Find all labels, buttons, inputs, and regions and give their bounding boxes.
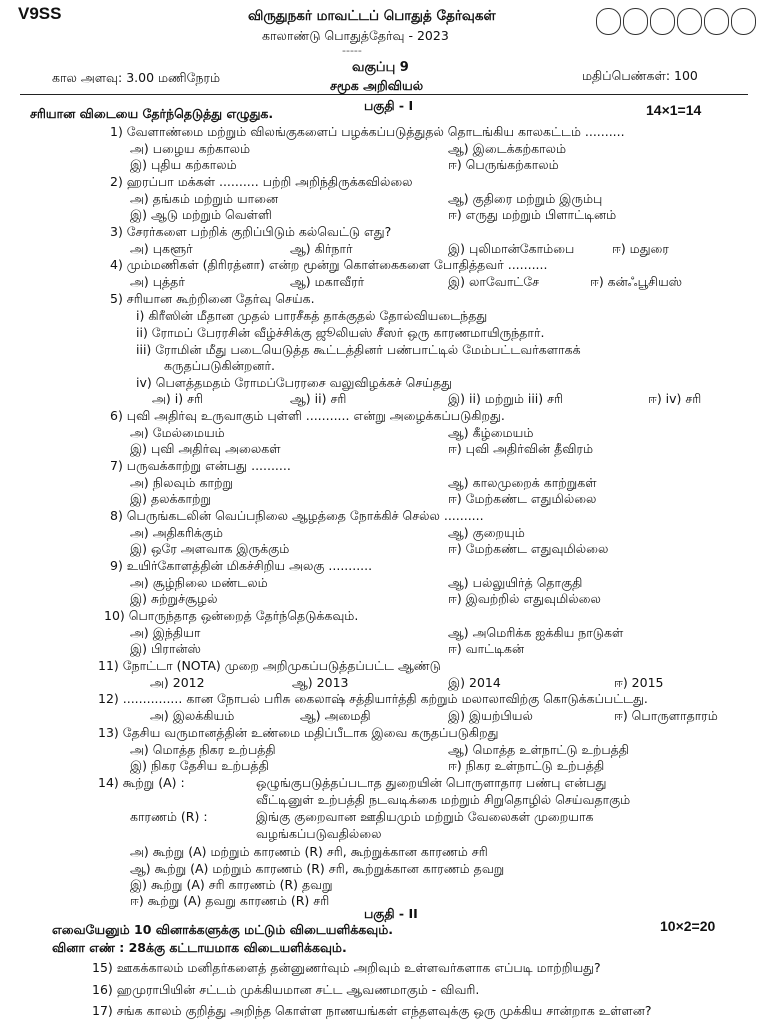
question-line: இ) லாவோட்சே	[448, 274, 540, 289]
question-line: அ) மேல்மையம்	[130, 425, 225, 440]
question-line: ஆ) அமெரிக்க ஐக்கிய நாடுகள்	[448, 625, 624, 640]
register-number-box	[596, 8, 621, 35]
question-line: iv) பௌத்தமதம் ரோமப்பேரரசை வலுவிழக்கச் செய்தது	[136, 375, 452, 390]
exam-title: விருதுநகர் மாவட்டப் பொதுத் தேர்வுகள்	[248, 8, 496, 24]
question-line: ஆ) மகாவீரர்	[290, 274, 365, 289]
register-number-box	[704, 8, 729, 35]
register-number-box	[623, 8, 648, 35]
question-line: அ) புத்தர்	[130, 274, 185, 289]
question-line: iii) ரோமின் மீது படையெடுத்த கூட்டத்தினர் பண்பாட்டில் மேம்பட்டவர்களாகக்	[136, 342, 581, 357]
register-number-box	[650, 8, 675, 35]
question-line: ii) ரோமப் பேரரசின் வீழ்ச்சிக்கு ஜூலியஸ் சீஸர் ஒரு காரணமாயிருந்தார்.	[136, 325, 545, 340]
duration: கால அளவு: 3.00 மணிநேரம்	[52, 70, 221, 85]
part2-title: பகுதி - II	[364, 906, 418, 921]
question-line: ஈ) கன்ஃபூசியஸ்	[590, 274, 683, 289]
question-line: அ) இந்தியா	[130, 625, 201, 640]
question-line: இ) நிகர தேசிய உற்பத்தி	[130, 758, 269, 773]
paper-code: V9SS	[18, 4, 62, 23]
question-line: 14) கூற்று (A) :	[98, 775, 185, 790]
part1-title: பகுதி - I	[364, 98, 414, 113]
question-line: ஆ) இடைக்கற்காலம்	[448, 141, 567, 156]
question-line: வழங்கப்படுவதில்லை	[256, 826, 382, 841]
question-line: அ) இலக்கியம்	[150, 708, 235, 723]
register-number-boxes	[596, 8, 756, 35]
question-line: இ) சுற்றுச்சூழல்	[130, 591, 218, 606]
question-line: ஈ) மதுரை	[612, 241, 669, 256]
question-line: ஈ) எருது மற்றும் பிளாட்டினம்	[448, 207, 617, 222]
question-line: 1) வேளாண்மை மற்றும் விலங்குகளைப் பழக்கப்படுத்துதல் தொடங்கிய காலகட்டம் ..........	[110, 124, 625, 139]
question-line: அ) அதிகரிக்கும்	[130, 525, 223, 540]
question-line: அ) புகளூர்	[130, 241, 193, 256]
question-line: கருதப்படுகின்றனர்.	[164, 358, 275, 373]
part2-marks: 10×2=20	[660, 918, 716, 934]
header-divider	[20, 94, 748, 95]
exam-subtitle: காலாண்டு பொதுத்தேர்வு - 2023	[262, 28, 449, 43]
header-separator: -----	[342, 44, 362, 57]
subject-label: சமூக அறிவியல்	[330, 78, 424, 93]
question-line: அ) சூழ்நிலை மண்டலம்	[130, 575, 268, 590]
question-line: ஆ) ii) சரி	[290, 391, 347, 406]
question-line: 8) பெருங்கடலின் வெப்பநிலை ஆழத்தை நோக்கிச் செல்ல ..........	[110, 508, 484, 523]
question-line: இ) ஒரே அளவாக இருக்கும்	[130, 541, 290, 556]
question-line: வீட்டினுள் உற்பத்தி நடவடிக்கை மற்றும் சிறுதொழில் செய்வதாகும்	[256, 792, 631, 807]
part1-instruction: சரியான விடையை தேர்ந்தெடுத்து எழுதுக.	[30, 106, 274, 121]
question-line: 7) பருவக்காற்று என்பது ..........	[110, 458, 291, 473]
question-line: 6) புவி அதிர்வு உருவாகும் புள்ளி ........... என்று அழைக்கப்படுகிறது.	[110, 408, 505, 423]
question-line: 10) பொருந்தாத ஒன்றைத் தேர்ந்தெடுக்கவும்.	[104, 608, 359, 623]
question-line: ஈ) 2015	[614, 675, 664, 690]
question-line: இ) இயற்பியல்	[448, 708, 533, 723]
question-line: ஆ) குதிரை மற்றும் இரும்பு	[448, 191, 603, 206]
question-line: 13) தேசிய வருமானத்தின் உண்மை மதிப்பீடாக இவை கருதப்படுகிறது	[98, 725, 499, 740]
part1-marks: 14×1=14	[646, 102, 702, 118]
question-line: 9) உயிர்கோளத்தின் மிகச்சிறிய அலகு ...........	[110, 558, 373, 573]
question-line: 4) மும்மணிகள் (திரிரத்னா) என்ற மூன்று கொள்கைகளை போதித்தவர் ..........	[110, 257, 548, 272]
register-number-box	[731, 8, 756, 35]
question-line: அ) i) சரி	[152, 391, 203, 406]
question-line: i) கிரீஸின் மீதான முதல் பாரசீகத் தாக்குதல் தோல்வியடைந்தது	[136, 308, 488, 323]
question-line: ஆ) மொத்த உள்நாட்டு உற்பத்தி	[448, 742, 630, 757]
question-line: ஆ) குறையும்	[448, 525, 525, 540]
question-line: இ) ii) மற்றும் iii) சரி	[448, 391, 564, 406]
question-line: ஆ) பல்லுயிர்த் தொகுதி	[448, 575, 583, 590]
question-line: அ) பழைய கற்காலம்	[130, 141, 251, 156]
question-line: இ) 2014	[448, 675, 501, 690]
question-line: ஈ) நிகர உள்நாட்டு உற்பத்தி	[448, 758, 605, 773]
question-line: அ) கூற்று (A) மற்றும் காரணம் (R) சரி, கூற்றுக்கான காரணம் சரி	[130, 844, 488, 859]
question-line: இ) புவி அதிர்வு அலைகள்	[130, 441, 281, 456]
question-line: 12) ............... கான நோபல் பரிசு கைலாஷ் சத்தியார்த்தி கற்றும் மலாலாவிற்கு கொடுக்கப்பட்டது.	[98, 691, 648, 706]
question-line: அ) மொத்த நிகர உற்பத்தி	[130, 742, 276, 757]
question-line: ஈ) பெருங்கற்காலம்	[448, 157, 559, 172]
question-line: 3) சேரர்களை பற்றிக் குறிப்பிடும் கல்வெட்டு எது?	[110, 224, 392, 239]
question-line: ஈ) பொருளாதாரம்	[614, 708, 718, 723]
part2-instruction-1: எவையேனும் 10 வினாக்களுக்கு மட்டும் விடையளிக்கவும்.	[52, 922, 394, 937]
question-line: ஆ) கூற்று (A) மற்றும் காரணம் (R) சரி, கூற்றுக்கான காரணம் தவறு	[130, 861, 505, 876]
question-line: ஆ) காலமுறைக் காற்றுகள்	[448, 475, 597, 490]
question-line: ஈ) வாட்டிகன்	[448, 641, 525, 656]
question-line: ஆ) 2013	[292, 675, 349, 690]
question-line: இ) ஆடு மற்றும் வெள்ளி	[130, 207, 272, 222]
question-line: ஈ) iv) சரி	[648, 391, 702, 406]
question-line: இ) பிரான்ஸ்	[130, 641, 201, 656]
question-line: 11) நோட்டா (NOTA) முறை அறிமுகப்படுத்தப்பட்ட ஆண்டு	[98, 658, 441, 673]
question-line: ஆ) கிர்நார்	[290, 241, 353, 256]
question-line: ஆ) அமைதி	[300, 708, 371, 723]
question-line: இங்கு குறைவான ஊதியமும் மற்றும் வேலைகள் முறையாக	[256, 809, 594, 824]
question-line: ஈ) மேற்கண்ட எதுமில்லை	[448, 491, 597, 506]
question-line: 16) ஹமுராபியின் சட்டம் முக்கியமான சட்ட ஆவணமாகும் - விவரி.	[92, 982, 480, 997]
max-marks: மதிப்பெண்கள்: 100	[582, 68, 698, 83]
question-line: 5) சரியான கூற்றினை தேர்வு செய்க.	[110, 291, 315, 306]
question-line: 15) ஊகக்காலம் மனிதர்களைத் தன்னுணர்வும் அறிவும் உள்ளவர்களாக எப்படி மாற்றியது?	[92, 960, 601, 975]
question-line: 2) ஹரப்பா மக்கள் .......... பற்றி அறிந்திருக்கவில்லை	[110, 174, 413, 189]
question-line: காரணம் (R) :	[130, 809, 208, 824]
question-line: அ) 2012	[150, 675, 205, 690]
part2-instruction-2: வினா எண் : 28க்கு கட்டாயமாக விடையளிக்கவும்.	[52, 940, 347, 955]
question-line: அ) நிலவும் காற்று	[130, 475, 233, 490]
question-line: இ) கூற்று (A) சரி காரணம் (R) தவறு	[130, 877, 333, 892]
class-label: வகுப்பு 9	[352, 60, 409, 75]
question-line: இ) தலக்காற்று	[130, 491, 212, 506]
question-line: ஈ) கூற்று (A) தவறு காரணம் (R) சரி	[130, 893, 330, 908]
question-line: இ) புதிய கற்காலம்	[130, 157, 237, 172]
question-line: அ) தங்கம் மற்றும் யானை	[130, 191, 279, 206]
question-line: இ) புலிமான்கோம்பை	[448, 241, 575, 256]
register-number-box	[677, 8, 702, 35]
question-line: ஆ) கீழ்மையம்	[448, 425, 534, 440]
question-line: ஈ) இவற்றில் எதுவுமில்லை	[448, 591, 601, 606]
question-line: 17) சங்க காலம் குறித்து அறிந்த கொள்ள நாணயங்கள் எந்தளவுக்கு ஒரு முக்கிய சான்றாக உள்ளன?	[92, 1003, 652, 1018]
question-line: ஒழுங்குபடுத்தப்படாத துறையின் பொருளாதார பண்பு என்பது	[256, 775, 607, 790]
question-line: ஈ) புவி அதிர்வின் தீவிரம்	[448, 441, 594, 456]
question-line: ஈ) மேற்கண்ட எதுவுமில்லை	[448, 541, 609, 556]
